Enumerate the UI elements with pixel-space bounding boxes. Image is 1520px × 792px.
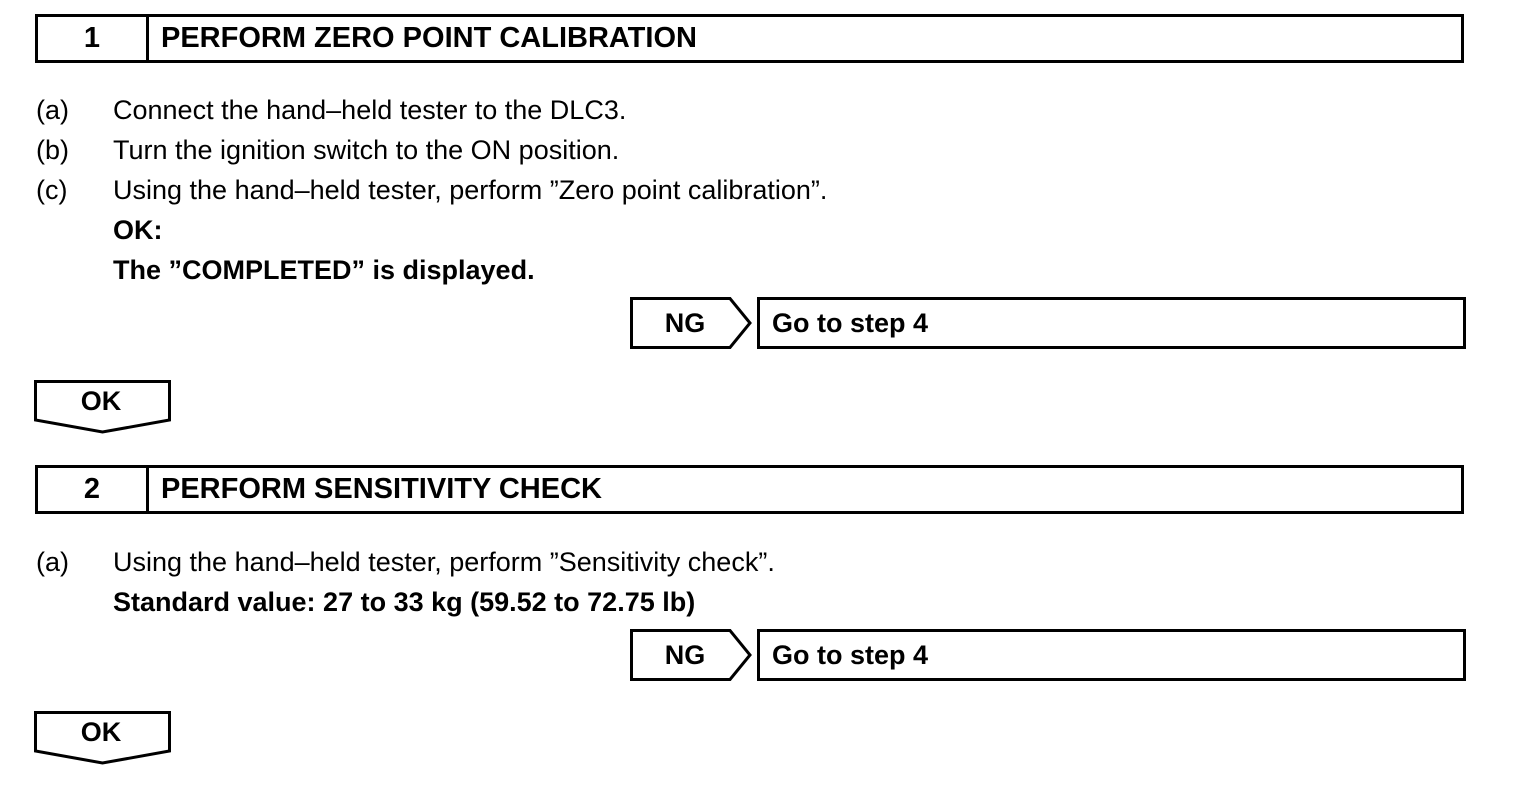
step-title: PERFORM ZERO POINT CALIBRATION [161, 22, 697, 54]
ng-label: NG [664, 307, 706, 338]
step-title: PERFORM SENSITIVITY CHECK [161, 473, 602, 505]
ok-label: OK [80, 717, 122, 747]
ng-goto-link[interactable]: Go to step 4 [757, 629, 1466, 681]
step-2-header [35, 465, 1464, 514]
instruction-marker: (a) [36, 547, 69, 577]
standard-value: Standard value: 27 to 33 kg (59.52 to 72.75 lb) [113, 587, 696, 617]
ng-goto-link[interactable]: Go to step 4 [757, 297, 1466, 349]
step-number: 1 [38, 17, 149, 60]
instruction-marker: (b) [36, 135, 69, 165]
step-number: 2 [38, 468, 149, 511]
ng-label: NG [664, 639, 706, 670]
step-1-header [35, 14, 1464, 63]
instruction-marker: (a) [36, 95, 69, 125]
instruction-marker: (c) [36, 175, 68, 205]
ok-criteria-result: The ”COMPLETED” is displayed. [113, 255, 535, 285]
instruction-text: Using the hand–held tester, perform ”Zero point calibration”. [113, 175, 828, 205]
ok-criteria-heading: OK: [113, 215, 163, 245]
instruction-text: Turn the ignition switch to the ON position. [113, 135, 620, 165]
instruction-text: Connect the hand–held tester to the DLC3. [113, 95, 627, 125]
ok-branch [34, 711, 172, 767]
ng-branch [630, 297, 1466, 349]
ok-label: OK [80, 386, 122, 416]
ng-branch [630, 629, 1466, 681]
ok-branch [34, 380, 172, 436]
instruction-text: Using the hand–held tester, perform ”Sensitivity check”. [113, 547, 775, 577]
